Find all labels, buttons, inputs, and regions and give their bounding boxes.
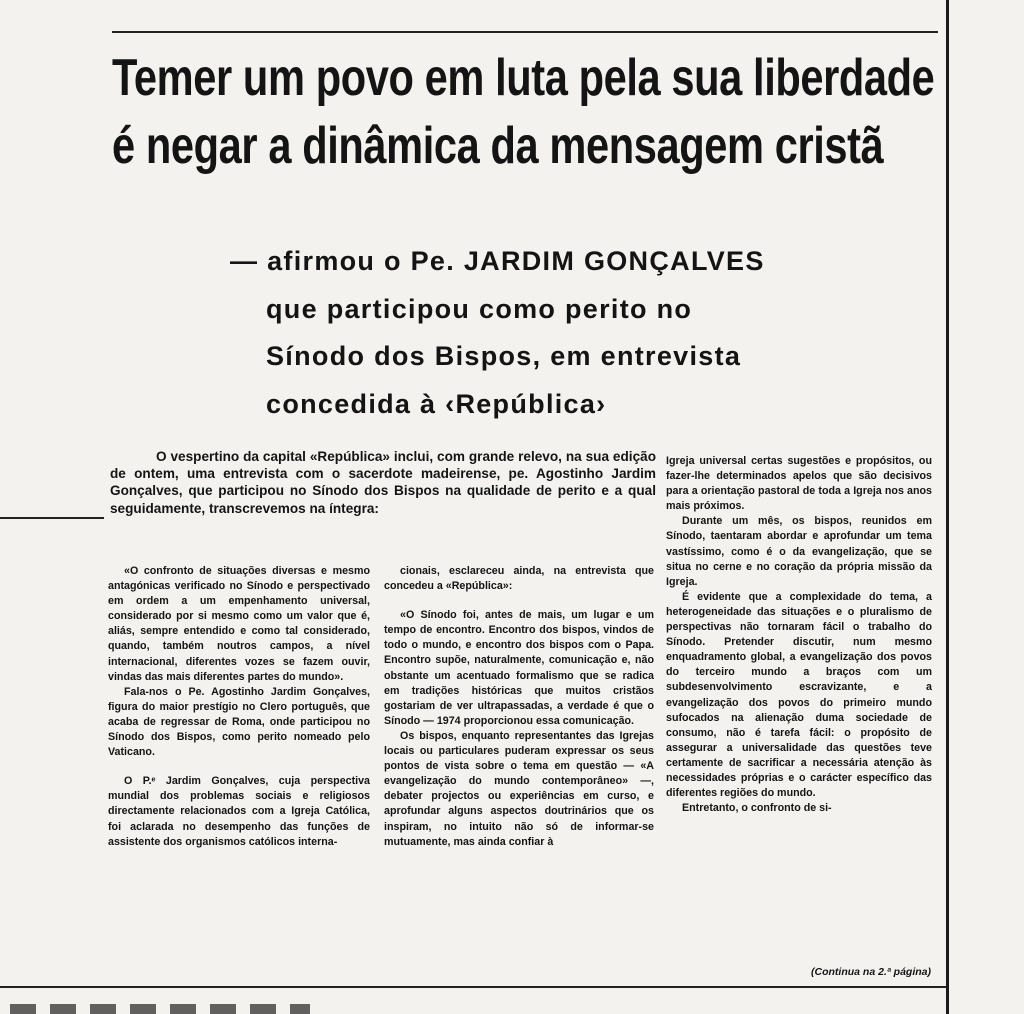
left-rule xyxy=(0,517,104,519)
headline xyxy=(112,49,935,175)
column-3 xyxy=(666,454,932,816)
column-2 xyxy=(384,564,654,850)
paragraph: Entretanto, o confronto de si- xyxy=(682,802,832,815)
headline-line-1: Temer um povo em luta pela sua liberdade xyxy=(112,49,935,107)
subhead-line-2: que participou como perito no xyxy=(266,293,693,324)
bottom-rule xyxy=(0,986,946,988)
paragraph: Fala-nos o Pe. Agostinho Jardim Gonçalves, figura do maior prestígio no Clero português, que acaba de regressar de Roma, onde participou no Sínodo dos Bispos, como perito nomeado pelo Vaticano. xyxy=(108,685,370,759)
paragraph: É evidente que a complexidade do tema, a heterogeneidade das situações e o pluralismo de perspectivas não tornaram fácil o trabalho do Sínodo. Pretender discutir, num mesmo enquadramento global, a evangelização dos povos do terceiro mundo a braços com um subdesenvolvimento escravizante, e a evangelização dos povos do primeiro mundo sufocados na alienação duma sociedade de consumo, não é tarefa fácil: o propósito de assegurar a universalidade das questões teve certamente de sacrificar a necessária atenção às necessidades próprias e o carácter específico das diferentes regiões do mundo. xyxy=(666,590,932,800)
paragraph: Durante um mês, os bispos, reunidos em Sínodo, taentaram abordar e aprofundar um tema vastíssimo, como é o da evangelização, que se situa no cerne e no coração da própria missão da Igreja. xyxy=(666,515,932,588)
continuation-note: (Continua na 2.ª página) xyxy=(811,966,931,978)
next-article-fragment xyxy=(10,1004,310,1014)
paragraph: Os bispos, enquanto representantes das Igrejas locais ou particulares puderam expressar os seus pontos de vista sobre o tema em questão — «A evangelização do mundo contemporâneo» —, debater projectos ou experiências em curso, e aprofundar alguns aspectos doutrinários que os inspiram, no intuito não só de informar-se mutuamente, mas ainda confiar à xyxy=(384,729,654,848)
paragraph: cionais, esclareceu ainda, na entrevista que concedeu a «República»: xyxy=(384,565,654,593)
lead-paragraph: O vespertino da capital «República» inclui, com grande relevo, na sua edição de ontem, uma entrevista com o sacerdote madeirense, pe. Agostinho Jardim Gonçalves, que participou no Sínodo dos Bispos na qualidade de perito e a qual seguidamente, transcrevemos na íntegra: xyxy=(110,449,656,516)
subhead-line-3: Sínodo dos Bispos, em entrevista xyxy=(266,341,742,371)
subhead-line-4: concedida à ‹República› xyxy=(266,388,607,419)
paragraph: «O Sínodo foi, antes de mais, um lugar e um tempo de encontro. Encontro dos bispos, vindos de todo o mundo, e encontro dos bispos com o Papa. Encontro supõe, naturalmente, comunicação e, não obstante um acentuado formalismo que se radica em tradições históricas que muitos cristãos gostariam de ver ultrapassadas, a verdade é que o Sínodo — 1974 proporcionou essa comunicação. xyxy=(384,609,654,727)
headline-line-2: é negar a dinâmica da mensagem cristã xyxy=(112,116,884,175)
paragraph: Igreja universal certas sugestões e propósitos, ou fazer-lhe determinados apelos que são decisivos para a orientação pastoral de toda a Igreja nos anos mais próximos. xyxy=(666,455,932,513)
subhead-line-1: — afirmou o Pe. JARDIM GONÇALVES xyxy=(230,246,765,276)
column-1 xyxy=(108,564,370,850)
subheadline xyxy=(230,238,930,428)
paragraph: «O confronto de situações diversas e mesmo antagónicas verificado no Sínodo e perspectivado em ordem a um empenhamento universal, considerado por si mesmo como um valor que é, aliás, sempre entendido e como tal considerado, quando, também noutros campos, a nível internacional, diferentes vozes se fazem ouvir, vindas das mais diferentes partes do mundo». xyxy=(108,565,370,683)
top-rule xyxy=(112,31,938,33)
paragraph: O P.ᵉ Jardim Gonçalves, cuja perspectiva mundial dos problemas sociais e religiosos directamente relacionados com a Igreja Católica, foi aclarada no desempenho das funções de assistente dos organismos católicos interna- xyxy=(108,775,370,848)
right-rule xyxy=(946,0,949,1014)
